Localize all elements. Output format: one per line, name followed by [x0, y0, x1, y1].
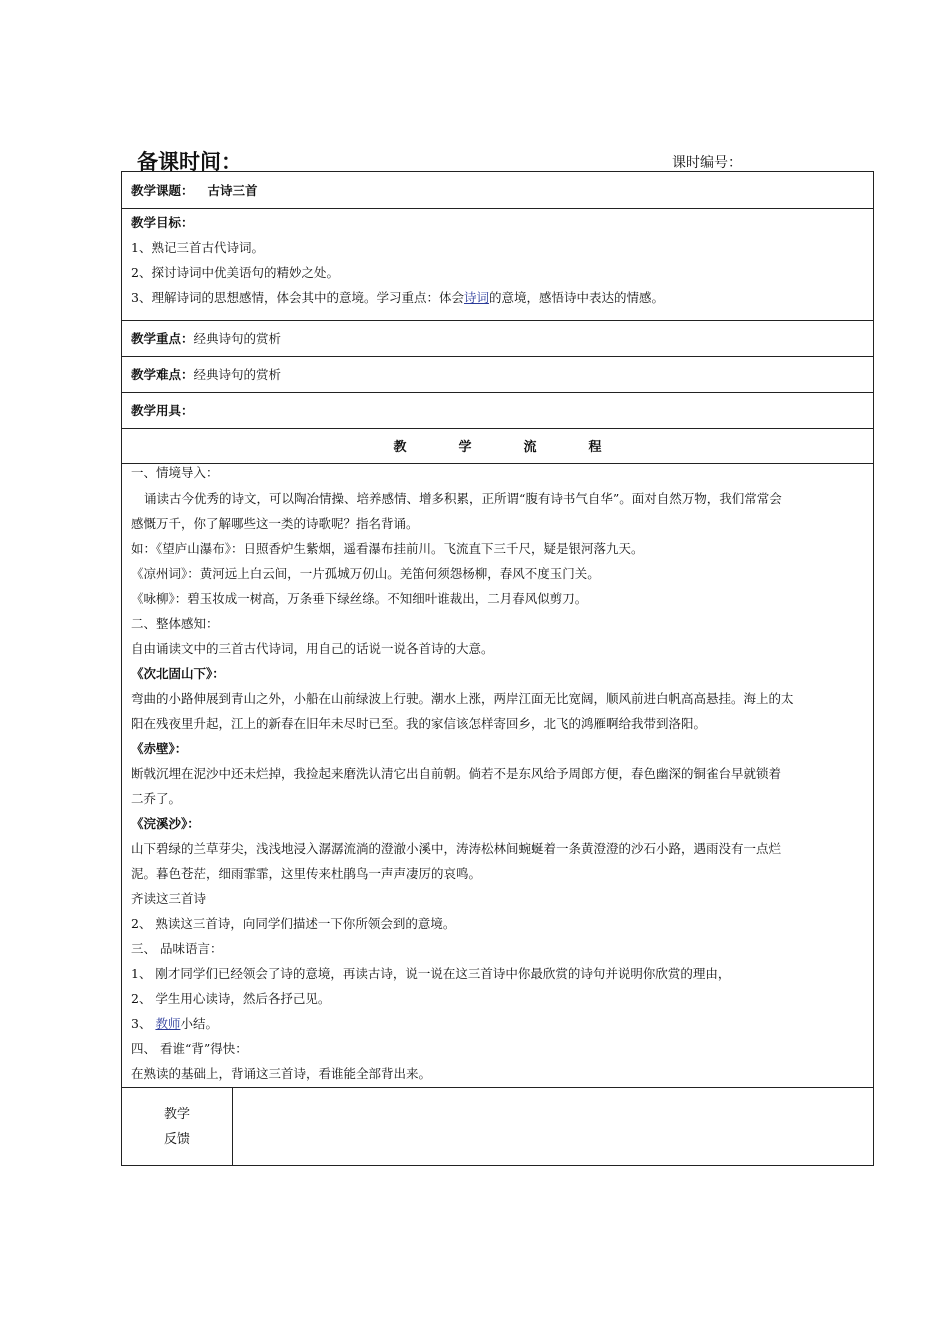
- tools-label: 教学用具：: [131, 403, 194, 418]
- paragraph-line: 山下碧绿的兰草芽尖，浅浅地浸入潺潺流淌的澄澈小溪中，涛涛松林间蜿蜒着一条黄澄澄的沙石小路，遇雨没有一点烂: [131, 841, 782, 856]
- difficulty-value: 经典诗句的赏析: [193, 367, 282, 382]
- paragraph-line: 齐读这三首诗: [131, 891, 207, 906]
- goals-label: 教学目标：: [131, 215, 194, 230]
- poem-line: 《凉州词》：黄河远上白云间，一片孤城万仞山。羌笛何须怨杨柳，春风不度玉门关。: [131, 566, 600, 581]
- flow-title: 教 学 流 程: [393, 440, 602, 455]
- feedback-label: 教学 反馈: [122, 1088, 233, 1165]
- lesson-plan-table: [121, 171, 874, 1166]
- flow-title-row: [122, 429, 873, 464]
- paragraph-line: 在熟读的基础上，背诵这三首诗，看谁能全部背出来。: [131, 1066, 432, 1081]
- paragraph-line: 断戟沉埋在泥沙中还未烂掉，我捡起来磨洗认清它出自前朝。倘若不是东风给予周郎方便，春色幽深的铜雀台早就锁着: [131, 766, 782, 781]
- goal-item: 1、熟记三首古代诗词。: [131, 240, 264, 255]
- poem-title: 《浣溪沙》：: [131, 816, 200, 831]
- paragraph-line: 2、 学生用心读诗，然后各抒己见。: [131, 991, 331, 1006]
- topic-label: 教学课题：: [131, 183, 194, 198]
- key-point-label: 教学重点：: [131, 331, 194, 346]
- paragraph-line: 1、 刚才同学们已经领会了诗的意境，再读古诗，说一说在这三首诗中你最欣赏的诗句并说明你欣赏的理由，: [131, 966, 731, 981]
- paragraph-line: 二乔了。: [131, 791, 182, 806]
- tools-row: [122, 393, 873, 429]
- section-heading: 二、整体感知：: [131, 616, 219, 631]
- section-heading: 四、 看谁“背”得快：: [131, 1041, 248, 1056]
- poem-line: 《咏柳》：碧玉妆成一树高，万条垂下绿丝绦。不知细叶谁裁出，二月春风似剪刀。: [131, 591, 588, 606]
- key-point-value: 经典诗句的赏析: [193, 331, 282, 346]
- section-heading: 一、情境导入：: [131, 465, 219, 480]
- paragraph-line: 感慨万千，你了解哪些这一类的诗歌呢？指名背诵。: [131, 516, 419, 531]
- difficulty-label: 教学难点：: [131, 367, 194, 382]
- goal-item: 2、探讨诗词中优美语句的精妙之处。: [131, 265, 339, 280]
- paragraph-line: 泥。暮色苍茫，细雨霏霏，这里传来杜鹃鸟一声声凄厉的哀鸣。: [131, 866, 482, 881]
- goal-item: 3、理解诗词的思想感情，体会其中的意境。学习重点：体会诗词的意境，感悟诗中表达的情感。: [131, 290, 664, 305]
- paragraph-line: 弯曲的小路伸展到青山之外，小船在山前绿波上行驶。潮水上涨，两岸江面无比宽阔，顺风前进白帆高高悬挂。海上的太: [131, 691, 794, 706]
- poem-title: 《赤壁》：: [131, 741, 188, 756]
- topic-value: 古诗三首: [207, 183, 258, 198]
- goals-row: [122, 209, 873, 321]
- difficulty-row: [122, 357, 873, 393]
- poetry-link[interactable]: 诗词: [463, 290, 489, 305]
- teaching-flow-content: [131, 464, 867, 1086]
- topic-row: [122, 172, 873, 209]
- feedback-row: [122, 1087, 873, 1165]
- paragraph-line: 2、 熟读这三首诗，向同学们描述一下你所领会到的意境。: [131, 916, 456, 931]
- section-heading: 三、 品味语言：: [131, 941, 223, 956]
- paragraph-line: 自由诵读文中的三首古代诗词，用自己的话说一说各首诗的大意。: [131, 641, 494, 656]
- poem-title: 《次北固山下》：: [131, 666, 225, 681]
- key-point-row: [122, 321, 873, 357]
- prep-time-label: 备课时间：: [137, 150, 242, 174]
- paragraph-line: 3、 教师小结。: [131, 1016, 218, 1031]
- lesson-number-label: 课时编号：: [672, 155, 742, 171]
- paragraph-line: 诵读古今优秀的诗文，可以陶冶情操、培养感情、增多积累，正所谓“腹有诗书气自华”。面对自然万物，我们常常会: [144, 491, 782, 506]
- poem-line: 如：《望庐山瀑布》：日照香炉生紫烟，遥看瀑布挂前川。飞流直下三千尺，疑是银河落九天。: [131, 541, 644, 556]
- paragraph-line: 阳在残夜里升起，江上的新春在旧年未尽时已至。我的家信该怎样寄回乡，北飞的鸿雁啊给我带到洛阳。: [131, 716, 707, 731]
- teacher-link[interactable]: 教师: [155, 1016, 181, 1031]
